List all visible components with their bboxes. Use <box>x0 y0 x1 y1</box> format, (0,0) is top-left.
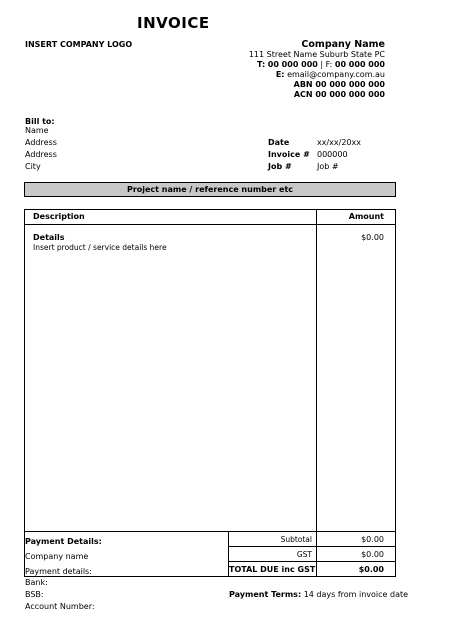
details-amount: $0.00 <box>361 233 384 242</box>
invoice-number-label: Invoice # <box>268 150 310 159</box>
payment-details-label: Payment details: <box>25 567 92 576</box>
payment-bsb: BSB: <box>25 590 44 599</box>
phone-number: 00 000 000 <box>267 60 318 69</box>
totals-column-divider <box>316 531 317 577</box>
bill-to-address-2: Address <box>25 150 57 159</box>
details-text: Insert product / service details here <box>33 243 167 252</box>
line-items-table <box>24 209 396 577</box>
table-column-divider <box>316 209 317 531</box>
subtotal-label: Subtotal <box>280 535 312 544</box>
gst-value: $0.00 <box>361 550 384 559</box>
bill-to-name: Name <box>25 126 49 135</box>
bill-to-city: City <box>25 162 41 171</box>
company-phone <box>257 60 385 69</box>
date-value: xx/xx/20xx <box>317 138 361 147</box>
company-acn: ACN 00 000 000 000 <box>293 90 385 99</box>
payment-terms-label: Payment Terms: <box>229 590 302 599</box>
project-bar-text: Project name / reference number etc <box>126 185 294 194</box>
phone-label: T: <box>257 60 266 69</box>
email-label: E: <box>275 70 285 79</box>
project-bar <box>24 182 396 197</box>
gst-label: GST <box>296 550 312 559</box>
company-address: 111 Street Name Suburb State PC <box>248 50 385 59</box>
amount-header: Amount <box>348 212 384 221</box>
totals-divider-2 <box>228 561 396 562</box>
details-title: Details <box>33 233 65 242</box>
bill-to-label: Bill to: <box>25 117 55 126</box>
fax-number: 00 000 000 <box>334 60 385 69</box>
payment-bank: Bank: <box>25 578 48 587</box>
invoice-title: INVOICE <box>137 14 210 32</box>
fax-label: | F: <box>320 60 333 69</box>
date-label: Date <box>268 138 290 147</box>
job-value: Job # <box>317 162 339 171</box>
totals-divider-1 <box>228 546 396 547</box>
logo-placeholder: INSERT COMPANY LOGO <box>25 40 133 49</box>
payment-account-number: Account Number: <box>25 602 95 611</box>
payment-terms <box>229 590 408 599</box>
email-value: email@company.com.au <box>287 70 385 79</box>
company-name: Company Name <box>301 39 385 50</box>
payment-company-name: Company name <box>25 552 89 561</box>
company-email <box>276 70 385 79</box>
description-header: Description <box>33 212 85 221</box>
bill-to-address-1: Address <box>25 138 57 147</box>
payment-terms-value: 14 days from invoice date <box>303 590 409 599</box>
table-header-divider <box>24 224 396 225</box>
company-abn: ABN 00 000 000 000 <box>293 80 385 89</box>
subtotal-value: $0.00 <box>361 535 384 544</box>
job-label: Job # <box>268 162 292 171</box>
invoice-number-value: 000000 <box>317 150 348 159</box>
payment-details-heading: Payment Details: <box>25 537 102 546</box>
total-due-label: TOTAL DUE inc GST <box>229 565 316 574</box>
total-due-value: $0.00 <box>358 565 384 574</box>
